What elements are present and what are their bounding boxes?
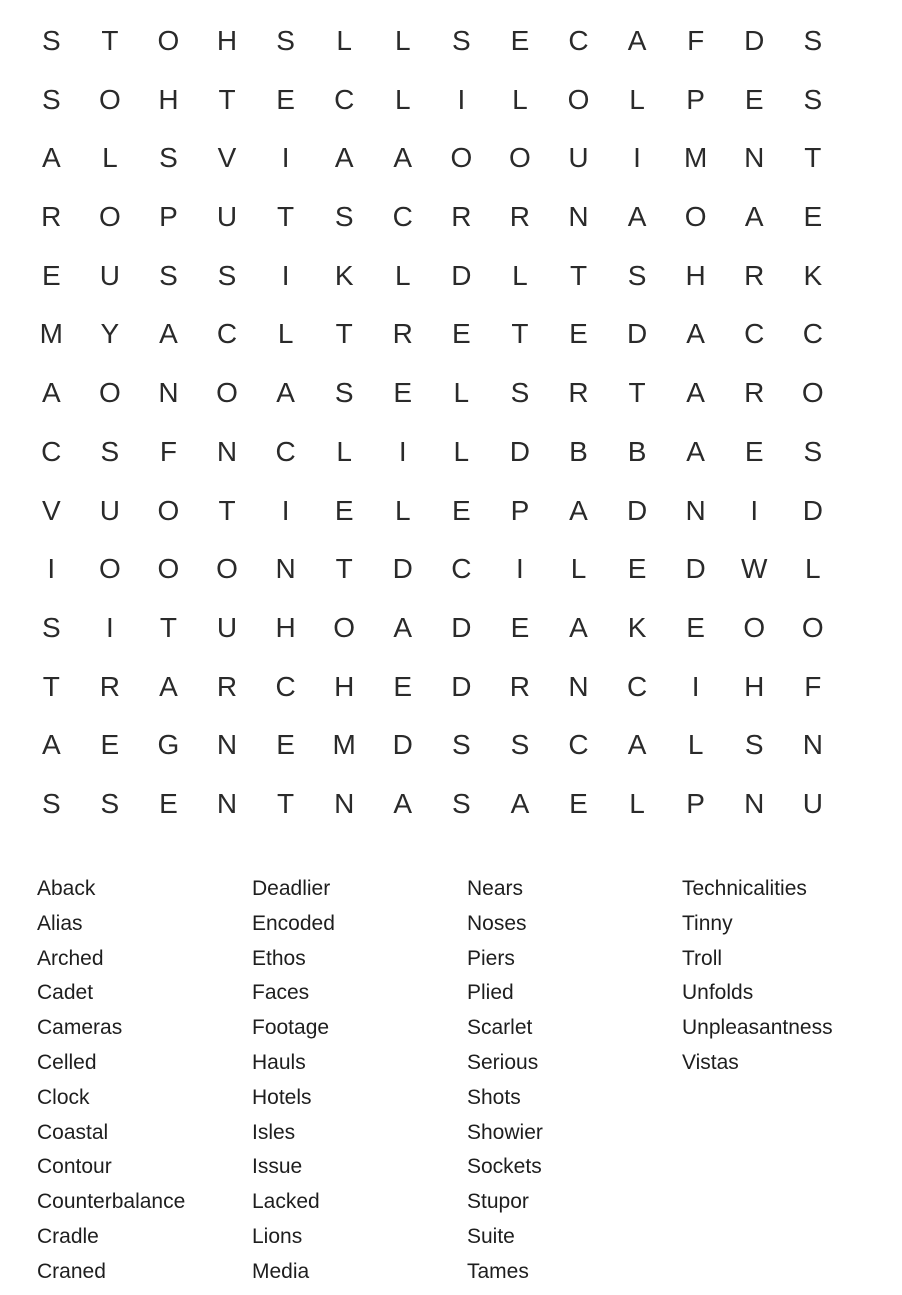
grid-cell[interactable]: D [744, 25, 765, 56]
grid-cell[interactable]: D [802, 494, 823, 526]
word-list-item: Noses [467, 911, 527, 935]
grid-cell[interactable]: O [216, 553, 238, 585]
grid-cell[interactable]: O [157, 553, 180, 585]
grid-cell[interactable]: I [398, 435, 407, 467]
grid-cell[interactable]: R [744, 259, 765, 291]
grid-cell[interactable]: L [394, 494, 411, 526]
grid-cell[interactable]: N [744, 142, 765, 174]
grid-cell[interactable]: O [509, 142, 531, 174]
grid-cell[interactable]: I [750, 494, 759, 526]
word-list-item: Celled [37, 1050, 97, 1074]
grid-row [22, 599, 842, 658]
grid-cell[interactable]: D [392, 553, 413, 585]
grid-cell[interactable]: A [334, 142, 354, 174]
grid-cell[interactable]: S [627, 259, 647, 291]
grid-cell[interactable]: O [98, 553, 121, 585]
grid-cell[interactable]: S [159, 259, 178, 291]
grid-cell[interactable]: A [393, 142, 413, 174]
grid-cell[interactable]: S [510, 377, 530, 409]
grid-cell[interactable]: S [803, 83, 823, 115]
grid-cell[interactable]: O [98, 377, 121, 409]
word-list-item: Hotels [252, 1085, 312, 1109]
word-list-item: Tames [467, 1259, 529, 1283]
word-list-item: Footage [252, 1016, 330, 1040]
grid-cell[interactable]: I [633, 142, 641, 174]
grid-cell[interactable]: S [334, 201, 354, 233]
grid-cell[interactable]: A [510, 787, 530, 819]
word-list-item: Arched [37, 946, 104, 970]
grid-row [22, 71, 842, 130]
grid-cell[interactable]: U [216, 201, 238, 233]
word-list-item: Contour [37, 1155, 112, 1179]
grid-cell[interactable]: L [805, 553, 821, 585]
grid-cell[interactable]: L [336, 25, 352, 56]
word-list-item: Vistas [682, 1050, 739, 1074]
word-list-item: Craned [37, 1259, 106, 1283]
grid-row [22, 775, 842, 834]
grid-cell[interactable]: L [394, 83, 411, 115]
grid-cell[interactable]: L [512, 259, 528, 291]
grid-row [22, 540, 842, 599]
grid-cell[interactable]: U [99, 259, 120, 291]
grid-cell[interactable]: I [457, 83, 466, 115]
grid-cell[interactable]: H [334, 670, 355, 702]
grid-cell[interactable]: O [216, 377, 238, 409]
grid-cell[interactable]: O [157, 25, 180, 56]
grid-cell[interactable]: H [685, 259, 706, 291]
grid-cell[interactable]: S [451, 729, 471, 761]
grid-cell[interactable]: I [281, 259, 290, 291]
word-list-item: Lacked [252, 1190, 320, 1214]
grid-cell[interactable]: C [41, 435, 62, 467]
grid-cell[interactable]: I [105, 611, 114, 643]
grid-cell[interactable]: K [803, 259, 823, 291]
grid-cell[interactable]: T [335, 553, 353, 585]
grid-cell[interactable]: T [218, 83, 236, 115]
grid-cell[interactable]: E [451, 494, 471, 526]
grid-cell[interactable]: B [627, 435, 647, 467]
grid-cell[interactable]: A [569, 611, 588, 643]
grid-cell[interactable]: A [276, 377, 295, 409]
grid-cell[interactable]: I [691, 670, 700, 702]
grid-cell[interactable]: S [159, 142, 178, 174]
grid-cell[interactable]: A [569, 494, 588, 526]
grid-cell[interactable]: E [159, 787, 178, 819]
grid-cell[interactable]: S [334, 377, 354, 409]
grid-cell[interactable]: E [276, 729, 295, 761]
grid-cell[interactable]: T [277, 201, 295, 233]
word-list-item: Isles [252, 1120, 296, 1144]
grid-cell[interactable]: C [568, 729, 589, 761]
grid-cell[interactable]: R [99, 670, 120, 702]
grid-cell[interactable]: L [570, 553, 587, 585]
grid-cell[interactable]: S [451, 25, 471, 56]
grid-cell[interactable]: E [510, 611, 530, 643]
grid-cell[interactable]: L [629, 787, 645, 819]
word-list-item: Aback [37, 877, 96, 900]
grid-cell[interactable]: L [102, 142, 118, 174]
grid-cell[interactable]: V [217, 142, 237, 174]
grid-cell[interactable]: S [41, 25, 61, 56]
grid-cell[interactable]: E [686, 611, 705, 643]
grid-cell[interactable]: L [629, 83, 645, 115]
grid-cell[interactable]: T [277, 787, 295, 819]
grid-cell[interactable]: M [683, 142, 708, 174]
grid-cell[interactable]: O [567, 83, 590, 115]
grid-cell[interactable]: D [451, 611, 472, 643]
grid-cell[interactable]: O [98, 201, 121, 233]
grid-cell[interactable]: O [801, 377, 824, 409]
grid-cell[interactable]: L [687, 729, 704, 761]
grid-row [22, 247, 842, 306]
word-list-item: Shots [467, 1085, 521, 1109]
grid-cell[interactable]: I [516, 553, 524, 585]
grid-cell[interactable]: P [686, 787, 705, 819]
grid-cell[interactable]: N [568, 670, 589, 702]
grid-cell[interactable]: I [47, 553, 56, 585]
word-list-item: Issue [252, 1155, 303, 1179]
grid-cell[interactable]: R [568, 377, 589, 409]
grid-cell[interactable]: A [627, 729, 647, 761]
grid-cell[interactable]: A [686, 377, 705, 409]
grid-cell[interactable]: H [158, 83, 179, 115]
grid-cell[interactable]: M [39, 318, 63, 350]
grid-cell[interactable]: E [393, 377, 413, 409]
grid-cell[interactable]: S [803, 25, 823, 56]
word-list-item: Technicalities [682, 877, 807, 900]
grid-cell[interactable]: N [802, 729, 823, 761]
grid-cell[interactable]: N [216, 787, 238, 819]
word-list-item: Unpleasantness [682, 1016, 833, 1040]
grid-cell[interactable]: E [803, 201, 823, 233]
word-list-item: Unfolds [682, 981, 754, 1005]
grid-cell[interactable]: A [627, 25, 647, 56]
grid-cell[interactable]: C [626, 670, 648, 702]
grid-cell[interactable]: L [277, 318, 294, 350]
grid-cell[interactable]: G [157, 729, 180, 761]
grid-cell[interactable]: T [335, 318, 353, 350]
word-list-item: Clock [37, 1085, 90, 1109]
word-list-item: Media [252, 1259, 310, 1283]
word-list-item: Nears [467, 877, 524, 900]
grid-cell[interactable]: I [281, 494, 290, 526]
grid-row [22, 364, 842, 423]
grid-cell[interactable]: D [451, 670, 472, 702]
grid-cell[interactable]: C [802, 318, 823, 350]
word-list-item: Cameras [37, 1016, 123, 1040]
grid-cell[interactable]: A [744, 201, 764, 233]
grid-cell[interactable]: E [334, 494, 354, 526]
grid-cell[interactable]: E [744, 435, 764, 467]
word-list-item: Piers [467, 946, 515, 970]
grid-row [22, 305, 842, 364]
grid-cell[interactable]: F [687, 25, 705, 56]
word-list-item: Scarlet [467, 1016, 533, 1040]
grid-cell[interactable]: A [159, 318, 178, 350]
grid-cell[interactable]: A [627, 201, 647, 233]
word-list-item: Counterbalance [37, 1190, 186, 1214]
grid-cell[interactable]: R [41, 201, 62, 233]
grid-cell[interactable]: C [275, 670, 296, 702]
grid-cell[interactable]: M [332, 729, 356, 761]
grid-cell[interactable]: U [216, 611, 238, 643]
grid-cell[interactable]: N [568, 201, 589, 233]
word-list-item: Plied [467, 981, 514, 1005]
grid-cell[interactable]: E [569, 318, 588, 350]
grid-cell[interactable]: U [802, 787, 823, 819]
grid-cell[interactable]: C [392, 201, 413, 233]
grid-cell[interactable]: E [569, 787, 588, 819]
grid-cell[interactable]: B [569, 435, 588, 467]
word-list-item: Faces [252, 981, 310, 1005]
word-list-item: Deadlier [252, 877, 331, 900]
letter-grid [22, 12, 842, 832]
grid-cell[interactable]: V [41, 494, 61, 526]
grid-cell[interactable]: O [333, 611, 356, 643]
grid-cell[interactable]: N [744, 787, 765, 819]
grid-cell[interactable]: E [41, 259, 61, 291]
grid-cell[interactable]: R [509, 670, 531, 702]
grid-cell[interactable]: A [686, 435, 705, 467]
grid-cell[interactable]: R [744, 377, 765, 409]
grid-row [22, 423, 842, 482]
grid-cell[interactable]: D [509, 435, 531, 467]
grid-cell[interactable]: H [744, 670, 765, 702]
word-column [682, 872, 897, 1290]
grid-cell[interactable]: D [451, 259, 472, 291]
grid-cell[interactable]: P [686, 83, 705, 115]
grid-cell[interactable]: C [568, 25, 589, 56]
word-column [467, 872, 682, 1290]
grid-cell[interactable]: D [626, 318, 648, 350]
grid-cell[interactable]: D [685, 553, 706, 585]
grid-cell[interactable]: R [451, 201, 472, 233]
grid-cell[interactable]: E [451, 318, 471, 350]
grid-cell[interactable]: L [512, 83, 528, 115]
grid-cell[interactable]: N [216, 435, 238, 467]
grid-cell[interactable]: R [509, 201, 531, 233]
grid-cell[interactable]: H [216, 25, 238, 56]
grid-cell[interactable]: H [275, 611, 296, 643]
word-list-item: Suite [467, 1224, 515, 1248]
grid-cell[interactable]: E [510, 25, 530, 56]
grid-cell[interactable]: Y [100, 318, 120, 350]
word-list-item: Lions [252, 1224, 303, 1248]
grid-cell[interactable]: S [803, 435, 823, 467]
grid-row [22, 482, 842, 541]
grid-cell[interactable]: K [334, 259, 354, 291]
grid-cell[interactable]: W [741, 553, 768, 585]
grid-cell[interactable]: T [42, 670, 60, 702]
word-list-item: Troll [682, 946, 723, 970]
word-list-item: Stupor [467, 1190, 529, 1214]
grid-cell[interactable]: A [159, 670, 178, 702]
word-list-item: Alias [37, 911, 83, 935]
grid-cell[interactable]: E [627, 553, 647, 585]
word-column [252, 872, 467, 1290]
grid-cell[interactable]: E [393, 670, 413, 702]
word-list-item: Showier [467, 1120, 543, 1144]
grid-cell[interactable]: T [569, 259, 588, 291]
grid-cell[interactable]: E [744, 83, 764, 115]
grid-cell[interactable]: L [336, 435, 352, 467]
grid-cell[interactable]: N [685, 494, 706, 526]
grid-cell[interactable]: T [511, 318, 529, 350]
grid-cell[interactable]: O [684, 201, 707, 233]
grid-cell[interactable]: S [41, 611, 61, 643]
grid-cell[interactable]: E [276, 83, 295, 115]
grid-cell[interactable]: R [216, 670, 238, 702]
grid-cell[interactable]: S [41, 787, 61, 819]
grid-row [22, 12, 842, 71]
grid-cell[interactable]: P [510, 494, 530, 526]
grid-cell[interactable]: O [450, 142, 473, 174]
word-list-item: Sockets [467, 1155, 542, 1179]
grid-cell[interactable]: D [392, 729, 413, 761]
grid-cell[interactable]: S [451, 787, 471, 819]
grid-cell[interactable]: O [98, 83, 121, 115]
word-list-item: Ethos [252, 946, 306, 970]
grid-cell[interactable]: A [393, 611, 413, 643]
grid-cell[interactable]: T [628, 377, 646, 409]
grid-cell[interactable]: T [804, 142, 822, 174]
grid-cell[interactable]: D [626, 494, 648, 526]
grid-cell[interactable]: A [41, 729, 61, 761]
grid-cell[interactable]: S [744, 729, 764, 761]
grid-cell[interactable]: S [276, 25, 295, 56]
grid-cell[interactable]: N [275, 553, 296, 585]
grid-row [22, 658, 842, 717]
grid-cell[interactable]: L [453, 377, 470, 409]
grid-row [22, 129, 842, 188]
grid-cell[interactable]: P [159, 201, 178, 233]
grid-cell[interactable]: A [41, 142, 61, 174]
grid-cell[interactable]: T [218, 494, 236, 526]
grid-cell[interactable]: L [453, 435, 470, 467]
grid-cell[interactable]: L [394, 259, 411, 291]
grid-cell[interactable]: S [41, 83, 61, 115]
grid-cell[interactable]: C [216, 318, 238, 350]
word-list [37, 872, 897, 1290]
grid-row [22, 716, 842, 775]
grid-cell[interactable]: K [627, 611, 647, 643]
grid-cell[interactable]: N [334, 787, 355, 819]
grid-cell[interactable]: T [159, 611, 177, 643]
word-list-item: Cradle [37, 1224, 99, 1248]
grid-cell[interactable]: T [101, 25, 119, 56]
grid-cell[interactable]: F [804, 670, 822, 702]
grid-cell[interactable]: L [394, 25, 411, 56]
grid-cell[interactable]: C [275, 435, 296, 467]
grid-cell[interactable]: A [41, 377, 61, 409]
grid-cell[interactable]: S [217, 259, 237, 291]
grid-row [22, 188, 842, 247]
grid-cell[interactable]: A [393, 787, 413, 819]
grid-cell[interactable]: O [157, 494, 180, 526]
grid-cell[interactable]: N [216, 729, 238, 761]
grid-cell[interactable]: U [99, 494, 120, 526]
word-column [37, 872, 252, 1290]
grid-cell[interactable]: S [510, 729, 530, 761]
grid-cell[interactable]: F [159, 435, 177, 467]
grid-cell[interactable]: N [158, 377, 179, 409]
word-list-item: Hauls [252, 1050, 306, 1074]
word-list-item: Tinny [682, 911, 733, 935]
grid-cell[interactable]: O [743, 611, 766, 643]
grid-cell[interactable]: A [686, 318, 705, 350]
word-list-item: Coastal [37, 1120, 109, 1144]
word-list-item: Serious [467, 1050, 539, 1074]
grid-cell[interactable]: S [100, 435, 120, 467]
grid-cell[interactable]: I [281, 142, 290, 174]
word-list-item: Encoded [252, 911, 335, 935]
grid-cell[interactable]: C [334, 83, 355, 115]
grid-cell[interactable]: C [451, 553, 472, 585]
grid-cell[interactable]: C [744, 318, 765, 350]
grid-cell[interactable]: R [392, 318, 413, 350]
grid-cell[interactable]: U [568, 142, 589, 174]
grid-cell[interactable]: E [100, 729, 120, 761]
grid-cell[interactable]: S [100, 787, 120, 819]
word-list-item: Cadet [37, 981, 94, 1005]
grid-cell[interactable]: O [801, 611, 824, 643]
